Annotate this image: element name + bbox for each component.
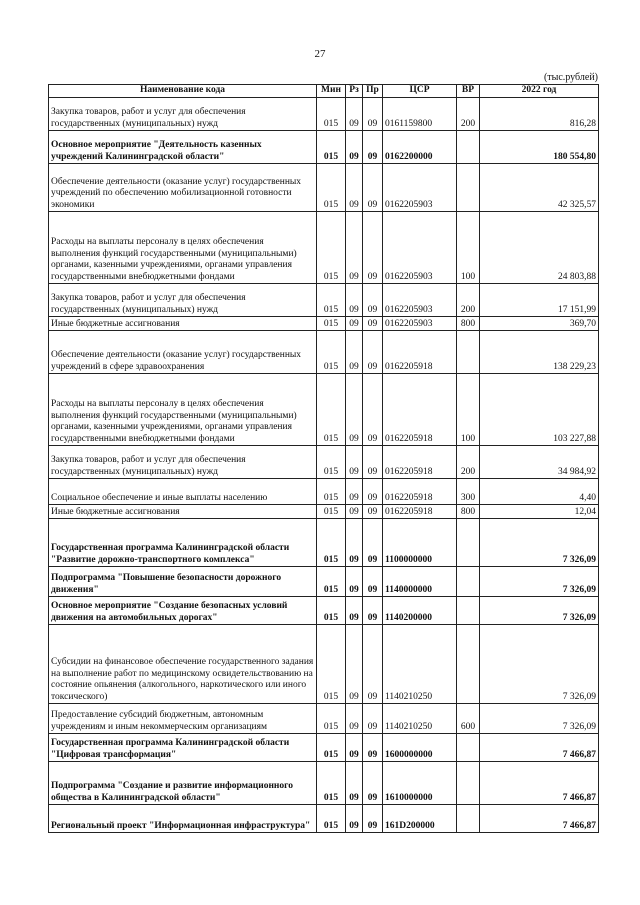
- table-row: [49, 479, 599, 505]
- row-vr: 800: [457, 317, 480, 331]
- row-rz: 09: [346, 505, 363, 519]
- table-row: [49, 317, 599, 331]
- row-vr: [457, 164, 480, 212]
- row-rz: 09: [346, 625, 363, 704]
- row-name: Обеспечение деятельности (оказание услуг) государственных учреждений в сфере здравоохранения: [49, 331, 317, 374]
- row-min: 015: [317, 284, 346, 317]
- row-min: 015: [317, 317, 346, 331]
- row-pr: 09: [363, 704, 383, 734]
- row-pr: 09: [363, 284, 383, 317]
- row-amount: 7 466,87: [480, 762, 599, 805]
- row-pr: 09: [363, 519, 383, 567]
- row-amount: 7 466,87: [480, 805, 599, 833]
- row-vr: 200: [457, 98, 480, 131]
- row-rz: 09: [346, 374, 363, 446]
- row-name: Закупка товаров, работ и услуг для обеспечения государственных (муниципальных) нужд: [49, 446, 317, 479]
- table-row: [49, 567, 599, 597]
- row-rz: 09: [346, 805, 363, 833]
- row-csr: 0162205918: [383, 374, 457, 446]
- row-pr: 09: [363, 625, 383, 704]
- row-min: 015: [317, 164, 346, 212]
- row-vr: 600: [457, 704, 480, 734]
- row-min: 015: [317, 479, 346, 505]
- row-csr: 1140210250: [383, 625, 457, 704]
- table-row: [49, 734, 599, 762]
- row-csr: 161D200000: [383, 805, 457, 833]
- row-rz: 09: [346, 704, 363, 734]
- row-min: 015: [317, 625, 346, 704]
- row-amount: 7 326,09: [480, 704, 599, 734]
- table-row: [49, 446, 599, 479]
- row-min: 015: [317, 805, 346, 833]
- row-rz: 09: [346, 734, 363, 762]
- row-csr: 1610000000: [383, 762, 457, 805]
- header-pr: Пр: [363, 85, 383, 98]
- row-vr: [457, 567, 480, 597]
- row-vr: [457, 519, 480, 567]
- row-name: Обеспечение деятельности (оказание услуг) государственных учреждений по обеспечению мобилизационной готовности экономики: [49, 164, 317, 212]
- row-amount: 12,04: [480, 505, 599, 519]
- row-amount: 42 325,57: [480, 164, 599, 212]
- row-min: 015: [317, 734, 346, 762]
- row-pr: 09: [363, 805, 383, 833]
- table-row: [49, 212, 599, 284]
- row-csr: 0162205903: [383, 212, 457, 284]
- row-vr: [457, 625, 480, 704]
- row-min: 015: [317, 212, 346, 284]
- row-amount: 7 326,09: [480, 567, 599, 597]
- units-label: (тыс.рублей): [543, 72, 598, 83]
- row-pr: 09: [363, 597, 383, 625]
- row-min: 015: [317, 704, 346, 734]
- row-vr: 200: [457, 446, 480, 479]
- row-min: 015: [317, 98, 346, 131]
- row-amount: 17 151,99: [480, 284, 599, 317]
- table-row: [49, 519, 599, 567]
- row-vr: 100: [457, 212, 480, 284]
- row-min: 015: [317, 131, 346, 164]
- row-rz: 09: [346, 479, 363, 505]
- table-row: [49, 331, 599, 374]
- table-row: [49, 131, 599, 164]
- table-row: [49, 505, 599, 519]
- row-rz: 09: [346, 212, 363, 284]
- row-vr: [457, 597, 480, 625]
- row-rz: 09: [346, 131, 363, 164]
- row-csr: 0162205918: [383, 331, 457, 374]
- row-min: 015: [317, 762, 346, 805]
- row-pr: 09: [363, 131, 383, 164]
- row-csr: 1140210250: [383, 704, 457, 734]
- table-row: [49, 164, 599, 212]
- row-vr: 100: [457, 374, 480, 446]
- row-amount: 7 466,87: [480, 734, 599, 762]
- row-min: 015: [317, 374, 346, 446]
- row-vr: [457, 805, 480, 833]
- row-pr: 09: [363, 567, 383, 597]
- row-min: 015: [317, 331, 346, 374]
- row-name: Субсидии на финансовое обеспечение государственного задания на выполнение работ по медицинскому освидетельствованию на состояние опьянения (алкогольного, наркотического или иного токсического): [49, 625, 317, 704]
- budget-table: [48, 84, 599, 833]
- row-amount: 138 229,23: [480, 331, 599, 374]
- row-name: Расходы на выплаты персоналу в целях обеспечения выполнения функций государственными (муниципальными) органами, казенными учреждениями, органами управления государственными внебюджетными фондами: [49, 374, 317, 446]
- header-name: Наименование кода: [49, 85, 317, 98]
- row-csr: 0162205918: [383, 446, 457, 479]
- row-name: Государственная программа Калининградской области "Цифровая трансформация": [49, 734, 317, 762]
- row-amount: 24 803,88: [480, 212, 599, 284]
- table-header-row: [49, 85, 599, 98]
- table-row: [49, 597, 599, 625]
- header-rz: Рз: [346, 85, 363, 98]
- table-row: [49, 284, 599, 317]
- row-min: 015: [317, 519, 346, 567]
- page-number: 27: [314, 48, 326, 60]
- table-row: [49, 704, 599, 734]
- row-name: Закупка товаров, работ и услуг для обеспечения государственных (муниципальных) нужд: [49, 98, 317, 131]
- row-csr: 1140200000: [383, 597, 457, 625]
- row-name: Основное мероприятие "Деятельность казенных учреждений Калининградской области": [49, 131, 317, 164]
- table-row: [49, 805, 599, 833]
- row-pr: 09: [363, 762, 383, 805]
- row-name: Закупка товаров, работ и услуг для обеспечения государственных (муниципальных) нужд: [49, 284, 317, 317]
- row-pr: 09: [363, 98, 383, 131]
- row-csr: 1140000000: [383, 567, 457, 597]
- table-row: [49, 625, 599, 704]
- row-csr: 0162205918: [383, 505, 457, 519]
- row-rz: 09: [346, 446, 363, 479]
- row-pr: 09: [363, 317, 383, 331]
- row-vr: [457, 762, 480, 805]
- row-vr: [457, 331, 480, 374]
- row-csr: 0162205903: [383, 284, 457, 317]
- table-row: [49, 374, 599, 446]
- row-rz: 09: [346, 98, 363, 131]
- row-rz: 09: [346, 284, 363, 317]
- row-csr: 0162205903: [383, 317, 457, 331]
- row-rz: 09: [346, 762, 363, 805]
- row-csr: 1600000000: [383, 734, 457, 762]
- row-min: 015: [317, 446, 346, 479]
- row-vr: [457, 734, 480, 762]
- row-pr: 09: [363, 446, 383, 479]
- row-name: Региональный проект "Информационная инфраструктура": [49, 805, 317, 833]
- header-csr: ЦСР: [383, 85, 457, 98]
- row-rz: 09: [346, 519, 363, 567]
- row-name: Подпрограмма "Повышение безопасности дорожного движения": [49, 567, 317, 597]
- row-vr: [457, 131, 480, 164]
- row-name: Расходы на выплаты персоналу в целях обеспечения выполнения функций государственными (муниципальными) органами, казенными учреждениями, органами управления государственными внебюджетными фондами: [49, 212, 317, 284]
- row-csr: 0162205918: [383, 479, 457, 505]
- header-year: 2022 год: [480, 85, 599, 98]
- row-vr: 200: [457, 284, 480, 317]
- row-csr: 0162205903: [383, 164, 457, 212]
- row-pr: 09: [363, 734, 383, 762]
- table-row: [49, 98, 599, 131]
- table-row: [49, 762, 599, 805]
- row-amount: 369,70: [480, 317, 599, 331]
- row-pr: 09: [363, 374, 383, 446]
- row-min: 015: [317, 597, 346, 625]
- row-rz: 09: [346, 597, 363, 625]
- row-rz: 09: [346, 164, 363, 212]
- row-amount: 103 227,88: [480, 374, 599, 446]
- row-csr: 1100000000: [383, 519, 457, 567]
- row-name: Иные бюджетные ассигнования: [49, 317, 317, 331]
- row-amount: 34 984,92: [480, 446, 599, 479]
- row-name: Предоставление субсидий бюджетным, автономным учреждениям и иным некоммерческим организациям: [49, 704, 317, 734]
- row-name: Основное мероприятие "Создание безопасных условий движения на автомобильных дорогах": [49, 597, 317, 625]
- row-name: Социальное обеспечение и иные выплаты населению: [49, 479, 317, 505]
- row-name: Государственная программа Калининградской области "Развитие дорожно-транспортного комплекса": [49, 519, 317, 567]
- row-name: Иные бюджетные ассигнования: [49, 505, 317, 519]
- row-rz: 09: [346, 567, 363, 597]
- row-pr: 09: [363, 331, 383, 374]
- row-pr: 09: [363, 479, 383, 505]
- header-vr: ВР: [457, 85, 480, 98]
- row-amount: 7 326,09: [480, 519, 599, 567]
- row-csr: 0162200000: [383, 131, 457, 164]
- row-vr: 300: [457, 479, 480, 505]
- row-pr: 09: [363, 212, 383, 284]
- row-amount: 7 326,09: [480, 597, 599, 625]
- header-min: Мин: [317, 85, 346, 98]
- row-min: 015: [317, 567, 346, 597]
- row-rz: 09: [346, 331, 363, 374]
- row-amount: 7 326,09: [480, 625, 599, 704]
- row-rz: 09: [346, 317, 363, 331]
- row-pr: 09: [363, 164, 383, 212]
- row-amount: 816,28: [480, 98, 599, 131]
- row-amount: 180 554,80: [480, 131, 599, 164]
- row-csr: 0161159800: [383, 98, 457, 131]
- row-min: 015: [317, 505, 346, 519]
- row-pr: 09: [363, 505, 383, 519]
- row-amount: 4,40: [480, 479, 599, 505]
- row-vr: 800: [457, 505, 480, 519]
- row-name: Подпрограмма "Создание и развитие информационного общества в Калининградской области": [49, 762, 317, 805]
